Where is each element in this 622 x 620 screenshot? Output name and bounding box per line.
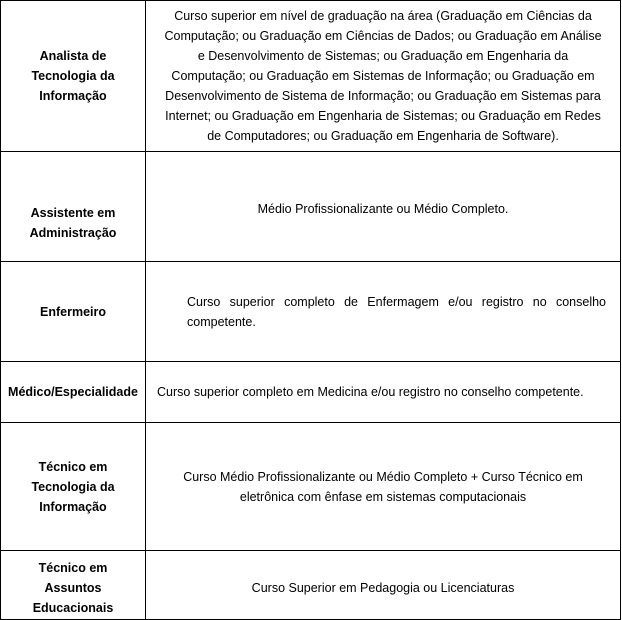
table-row — [0, 151, 621, 261]
requirement-cell — [146, 551, 621, 619]
role-label: Enfermeiro — [40, 304, 106, 319]
requirement-cell — [146, 1, 621, 151]
table-row — [0, 550, 621, 620]
role-label: Analista de Tecnologia da Informação — [31, 49, 115, 103]
requirement-text: Médio Profissionalizante ou Médio Completo. — [257, 202, 509, 216]
requirement-text: Curso superior em nível de graduação na área (Graduação em Ciências da Computação; ou Graduação em Ciências de Dados; ou Graduação em Análise e Desenvolvimento de Sistemas; ou Graduação em Engenharia da Computação; ou Graduação em Sistemas de Informação; ou Graduação em Desenvolvimento de Sistema de Informação; ou Graduação em Sistemas para Internet; ou Graduação em Engenharia de Sistemas; ou Graduação em Redes de Computadores; ou Graduação em Engenharia de Software). — [164, 9, 602, 143]
table-row — [0, 261, 621, 361]
table-row — [0, 361, 621, 422]
role-cell — [0, 152, 146, 261]
role-cell — [0, 262, 146, 361]
requirement-cell — [146, 152, 621, 261]
requirement-text: Curso Superior em Pedagogia ou Licenciaturas — [251, 581, 515, 595]
role-label: Médico/Especialidade — [8, 385, 138, 399]
table-row — [0, 0, 621, 151]
role-cell — [0, 551, 146, 619]
requirement-cell — [146, 362, 621, 422]
role-label: Técnico em Assuntos Educacionais — [32, 561, 114, 615]
table-row — [0, 422, 621, 550]
requirement-text: Curso superior completo de Enfermagem e/ou registro no conselho competente. — [187, 294, 606, 329]
requirement-text: Curso Médio Profissionalizante ou Médio Completo + Curso Técnico em eletrônica com ênfase em sistemas computacionais — [183, 469, 583, 504]
requirement-cell — [146, 262, 621, 361]
role-cell — [0, 1, 146, 151]
role-cell — [0, 362, 146, 422]
requirement-text: Curso superior completo em Medicina e/ou registro no conselho competente. — [157, 385, 584, 399]
role-label: Técnico em Tecnologia da Informação — [31, 459, 115, 514]
role-cell — [0, 423, 146, 550]
role-label: Assistente em Administração — [29, 206, 117, 240]
requirement-cell — [146, 423, 621, 550]
